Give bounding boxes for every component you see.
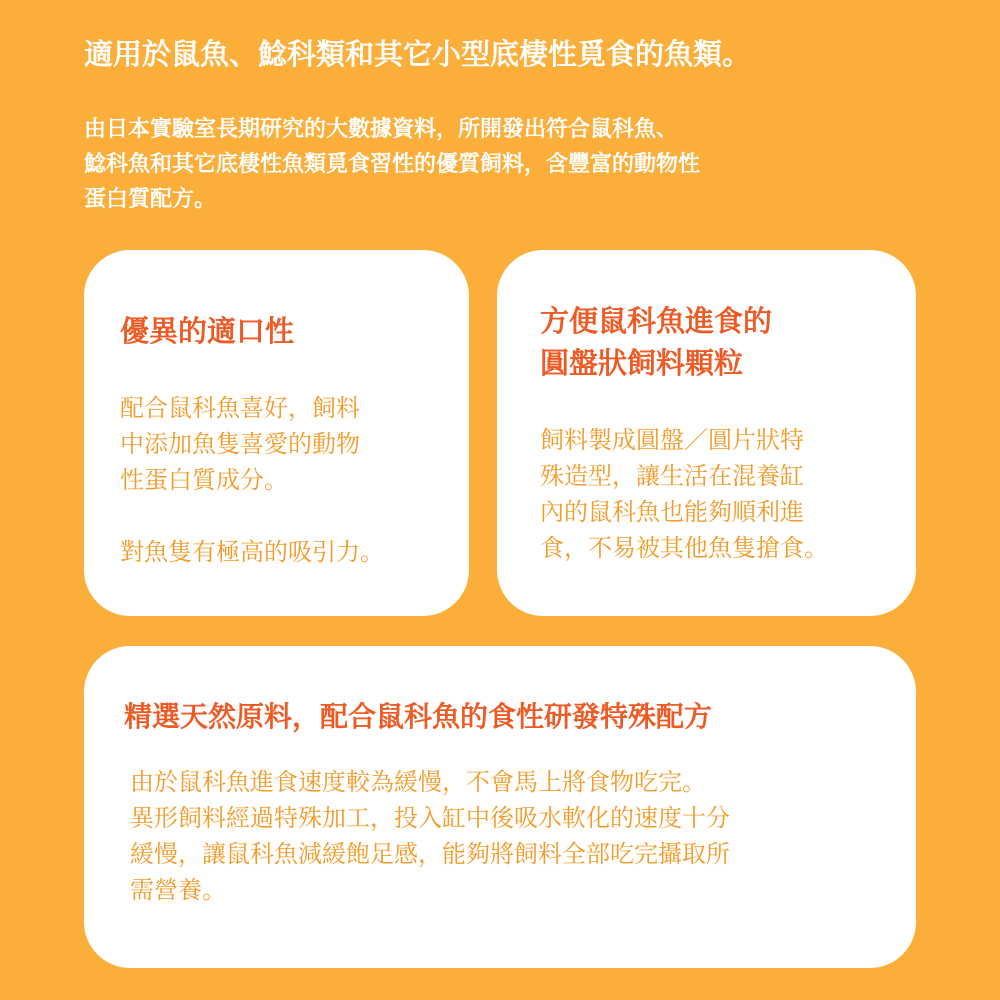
card-title — [124, 696, 712, 738]
card-body-line: 配合鼠科魚喜好，飼料 — [120, 394, 360, 422]
card-body-line: 性蛋白質成分。 — [120, 466, 288, 494]
card-title-line: 方便鼠科魚進食的 — [540, 304, 773, 338]
feature-card-disc-pellets — [497, 250, 916, 616]
card-body — [540, 422, 828, 566]
intro-line: 鯰科魚和其它底棲性魚類覓食習性的優質飼料，含豐富的動物性 — [84, 152, 701, 177]
feature-card-palatability — [84, 250, 469, 616]
card-body-line: 由於鼠科魚進食速度較為緩慢，不會馬上將食物吃完。 — [130, 768, 706, 796]
card-title-line: 圓盤狀飼料顆粒 — [540, 346, 744, 380]
card-body-line: 食，不易被其他魚隻搶食。 — [540, 534, 828, 562]
card-body-line: 內的鼠科魚也能夠順利進 — [540, 498, 804, 526]
card-body — [120, 390, 384, 570]
card-body-line: 需營養。 — [130, 876, 226, 904]
card-body-spacer — [120, 498, 384, 534]
card-title — [540, 300, 772, 384]
page-headline: 適用於鼠魚、鯰科類和其它小型底棲性覓食的魚類。 — [84, 37, 752, 71]
intro-paragraph — [84, 112, 944, 217]
card-title-line: 精選天然原料，配合鼠科魚的食性研發特殊配方 — [124, 700, 713, 733]
intro-line: 由日本實驗室長期研究的大數據資料，所開發出符合鼠科魚、 — [84, 117, 679, 142]
card-body-line: 飼料製成圓盤／圓片狀特 — [540, 426, 804, 454]
card-body-line: 殊造型，讓生活在混養缸 — [540, 462, 804, 490]
card-body — [130, 764, 730, 908]
intro-line: 蛋白質配方。 — [84, 187, 217, 212]
feature-card-natural-formula — [84, 646, 916, 968]
card-body-line: 對魚隻有極高的吸引力。 — [120, 538, 384, 566]
card-body-line: 異形飼料經過特殊加工，投入缸中後吸水軟化的速度十分 — [130, 804, 730, 832]
card-body-line: 緩慢，讓鼠科魚減緩飽足感，能夠將飼料全部吃完攝取所 — [130, 840, 730, 868]
card-body-line: 中添加魚隻喜愛的動物 — [120, 430, 360, 458]
card-title — [120, 310, 294, 352]
card-title-line: 優異的適口性 — [120, 314, 295, 348]
